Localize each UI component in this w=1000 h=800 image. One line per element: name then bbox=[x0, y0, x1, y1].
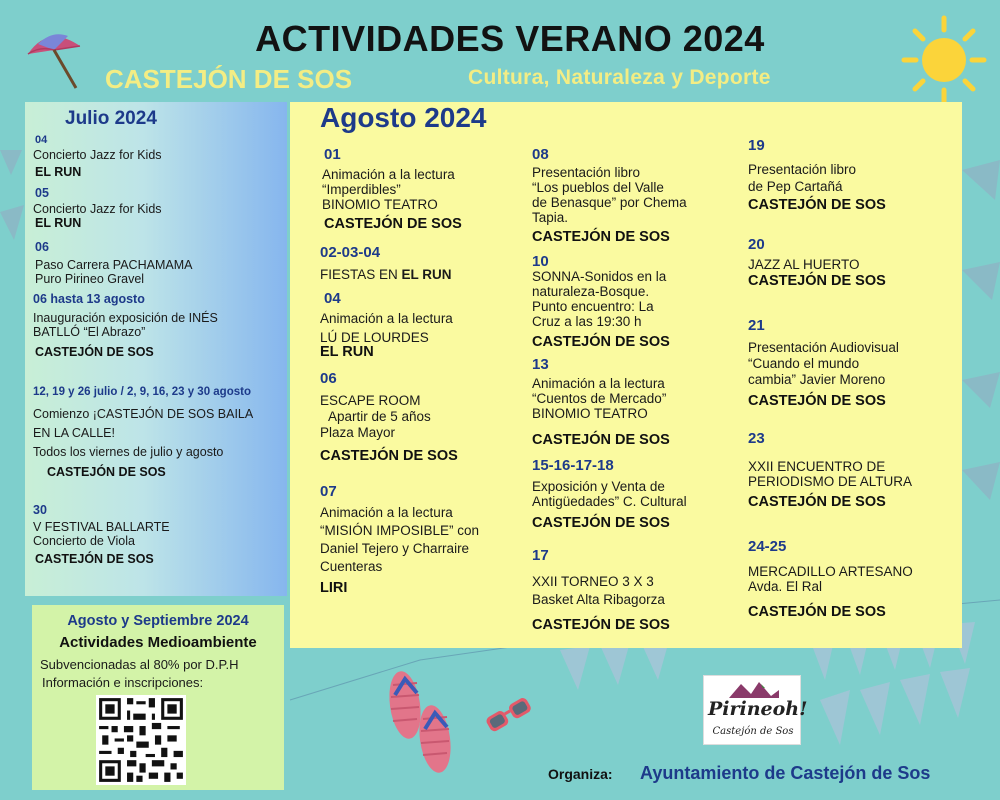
logo-place: Castejón de Sos bbox=[712, 726, 794, 737]
beach-umbrella-icon bbox=[18, 24, 88, 94]
agosto-event-place: CASTEJÓN DE SOS bbox=[532, 432, 670, 448]
agosto-event-date: 04 bbox=[324, 290, 341, 307]
julio-event-text: Inauguración exposición de INÉS BATLLÓ “El Abrazo” bbox=[33, 311, 218, 339]
agosto-event-place: EL RUN bbox=[320, 344, 374, 360]
agosto-event-place: CASTEJÓN DE SOS bbox=[324, 216, 462, 232]
julio-event-date: 06 hasta 13 agosto bbox=[33, 292, 145, 306]
agosto-event-date: 13 bbox=[532, 356, 549, 373]
agosto-event-text: Presentación Audiovisual “Cuando el mundo cambia” Javier Moreno bbox=[748, 340, 899, 387]
agosto-event-text: ESCAPE ROOM Apartir de 5 años Plaza Mayor bbox=[320, 393, 431, 440]
pirineoh-logo bbox=[703, 675, 808, 745]
agosto-event-date: 15-16-17-18 bbox=[532, 457, 614, 474]
julio-event-text: Concierto Jazz for Kids bbox=[33, 202, 162, 216]
sunglasses-icon bbox=[482, 690, 538, 740]
poster-title: ACTIVIDADES VERANO 2024 bbox=[255, 18, 765, 59]
flip-flops-icon bbox=[383, 665, 463, 777]
julio-event-date: 04 bbox=[35, 134, 48, 146]
agosto-event-date: 20 bbox=[748, 236, 765, 253]
agosto-event-date: 10 bbox=[532, 253, 549, 270]
julio-panel bbox=[25, 102, 287, 596]
agosto-event-date: 19 bbox=[748, 137, 765, 154]
qr-code-icon[interactable] bbox=[96, 695, 186, 785]
julio-event-place: CASTEJÓN DE SOS bbox=[35, 345, 154, 359]
logo-brand: Pirineoh! bbox=[708, 698, 808, 720]
medioambiente-heading: Agosto y Septiembre 2024 bbox=[67, 613, 249, 629]
agosto-event-date: 02-03-04 bbox=[320, 244, 381, 261]
agosto-event-place: CASTEJÓN DE SOS bbox=[748, 393, 886, 409]
agosto-event-text: Animación a la lectura “Imperdibles” BINOMIO TEATRO bbox=[322, 167, 455, 212]
julio-event-place: EL RUN bbox=[35, 216, 82, 230]
agosto-event-date: 21 bbox=[748, 317, 765, 334]
organiza-value: Ayuntamiento de Castejón de Sos bbox=[640, 763, 931, 783]
agosto-event-date: 01 bbox=[324, 146, 341, 163]
agosto-event-text: FIESTAS EN EL RUN bbox=[320, 267, 452, 282]
agosto-event-place: CASTEJÓN DE SOS bbox=[748, 604, 886, 620]
medioambiente-info: Información e inscripciones: bbox=[42, 675, 204, 690]
agosto-event-text: MERCADILLO ARTESANO Avda. El Ral bbox=[748, 564, 913, 594]
agosto-event-text: XXII ENCUENTRO DE PERIODISMO DE ALTURA bbox=[748, 459, 913, 489]
agosto-event-date: 06 bbox=[320, 370, 337, 387]
julio-event-date: 05 bbox=[35, 186, 49, 200]
agosto-event-place: CASTEJÓN DE SOS bbox=[532, 515, 670, 531]
agosto-event-place: LIRI bbox=[320, 580, 348, 596]
julio-event-text: Comienzo ¡CASTEJÓN DE SOS BAILA EN LA CALLE! Todos los viernes de julio y agosto bbox=[33, 407, 254, 459]
julio-heading: Julio 2024 bbox=[65, 108, 157, 129]
agosto-event-place: CASTEJÓN DE SOS bbox=[748, 494, 886, 510]
agosto-event-text: JAZZ AL HUERTO bbox=[748, 257, 860, 272]
agosto-event-date: 07 bbox=[320, 483, 337, 500]
julio-event-place: EL RUN bbox=[35, 165, 82, 179]
agosto-event-place: CASTEJÓN DE SOS bbox=[748, 197, 886, 213]
agosto-panel bbox=[290, 102, 962, 648]
julio-event-text: V FESTIVAL BALLARTE Concierto de Viola bbox=[33, 520, 170, 548]
tagline: Cultura, Naturaleza y Deporte bbox=[468, 66, 771, 89]
agosto-heading: Agosto 2024 bbox=[320, 102, 487, 133]
agosto-event-text: Presentación libro “Los pueblos del Valle de Benasque” por Chema Tapia. bbox=[532, 165, 687, 225]
medioambiente-subsidy: Subvencionadas al 80% por D.P.H bbox=[40, 657, 239, 672]
julio-event-date: 06 bbox=[35, 240, 49, 254]
julio-event-text: Paso Carrera PACHAMAMA Puro Pirineo Gravel bbox=[35, 258, 193, 286]
agosto-event-text: XXII TORNEO 3 X 3 Basket Alta Ribagorza bbox=[532, 574, 665, 607]
sun-icon bbox=[900, 10, 990, 110]
agosto-event-text: Presentación libro de Pep Cartañá bbox=[748, 162, 857, 194]
julio-event-date: 30 bbox=[33, 503, 47, 517]
agosto-event-date: 08 bbox=[532, 146, 549, 163]
town-name: CASTEJÓN DE SOS bbox=[105, 64, 353, 94]
medioambiente-panel bbox=[32, 605, 284, 790]
organiza-label: Organiza: bbox=[548, 766, 613, 782]
agosto-event-text: Exposición y Venta de Antigüedades” C. Cultural bbox=[532, 479, 687, 509]
mountain-icon bbox=[729, 680, 779, 698]
agosto-event-text: Animación a la lectura “MISIÓN IMPOSIBLE” con Daniel Tejero y Charraire Cuenteras bbox=[320, 505, 480, 574]
agosto-event-place: CASTEJÓN DE SOS bbox=[320, 448, 458, 464]
agosto-event-text: SONNA-Sonidos en la naturaleza-Bosque. Punto encuentro: La Cruz a las 19:30 h bbox=[532, 269, 667, 329]
julio-event-place: CASTEJÓN DE SOS bbox=[47, 465, 166, 479]
agosto-event-place: CASTEJÓN DE SOS bbox=[748, 273, 886, 289]
agosto-event-place: CASTEJÓN DE SOS bbox=[532, 334, 670, 350]
agosto-event-place: CASTEJÓN DE SOS bbox=[532, 617, 670, 633]
agosto-event-date: 23 bbox=[748, 430, 765, 447]
julio-event-date: 12, 19 y 26 julio / 2, 9, 16, 23 y 30 agosto bbox=[33, 386, 251, 398]
julio-event-place: CASTEJÓN DE SOS bbox=[35, 552, 154, 566]
julio-event-text: Concierto Jazz for Kids bbox=[33, 148, 162, 162]
agosto-event-text: Animación a la lectura “Cuentos de Mercado” BINOMIO TEATRO bbox=[532, 376, 667, 421]
agosto-event-date: 24-25 bbox=[748, 538, 787, 555]
agosto-event-date: 17 bbox=[532, 547, 549, 564]
agosto-event-place: CASTEJÓN DE SOS bbox=[532, 229, 670, 245]
agosto-event-text: Animación a la lectura LÚ DE LOURDES bbox=[320, 311, 453, 345]
medioambiente-title: Actividades Medioambiente bbox=[59, 634, 257, 651]
